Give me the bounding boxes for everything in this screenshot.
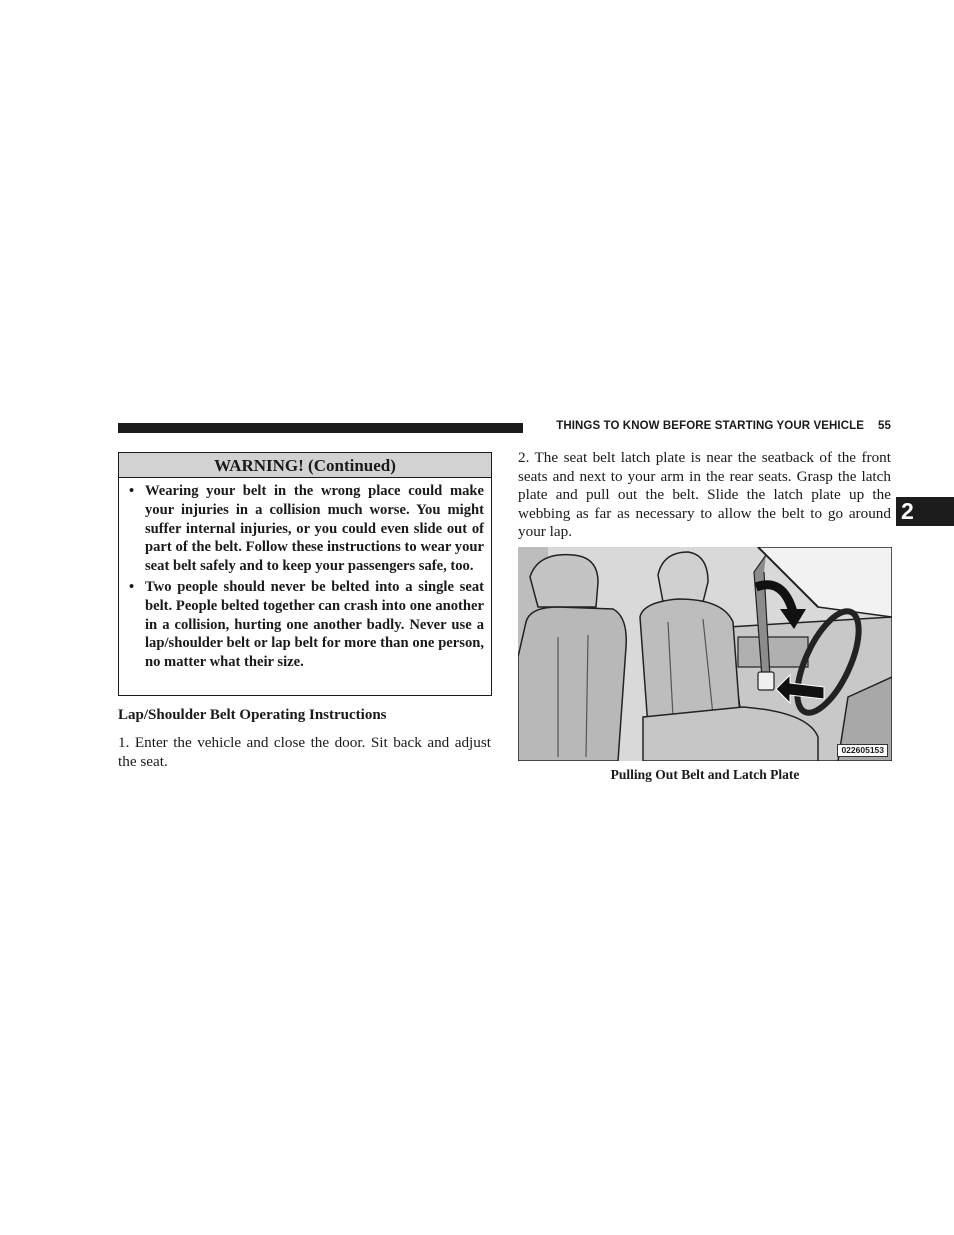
warning-bullet-text: Wearing your belt in the wrong place could make your injuries in a collision much worse. You might suffer internal injuries, or you could even slide out of part of the belt. Follow these instructions to wear your seat belt safely and to keep your passengers safe, too.	[145, 483, 484, 575]
section-heading: Lap/Shoulder Belt Operating Instructions	[118, 707, 387, 723]
chapter-tab: 2	[896, 497, 954, 526]
vehicle-interior-drawing	[518, 547, 892, 761]
warning-box	[118, 452, 492, 696]
bullet-icon: •	[129, 578, 135, 595]
running-header	[533, 420, 891, 432]
warning-list	[129, 482, 484, 672]
warning-title: WARNING! (Continued)	[119, 453, 491, 478]
bullet-icon: •	[129, 483, 135, 499]
figure-code: 022605153	[837, 744, 888, 757]
figure-caption: Pulling Out Belt and Latch Plate	[610, 767, 800, 782]
warning-bullet	[129, 482, 484, 576]
warning-bullet	[129, 578, 484, 672]
step-1-text: 1. Enter the vehicle and close the door. Sit back and adjust the seat.	[118, 734, 491, 770]
header-rule	[118, 423, 523, 433]
warning-bullet-text: Two people should never be belted into a single seat belt. People belted together can crash into one another in a collision, hurting one another badly. Never use a lap/shoulder belt or lap belt for more than one person, no matter what their size.	[145, 578, 484, 671]
step-2-text: 2. The seat belt latch plate is near the seatback of the front seats and next to your arm in the rear seats. Grasp the latch plate and pull out the belt. Slide the latch plate up the webbing as far as necessary to allow the belt to go around your lap.	[518, 449, 891, 541]
page-number: 55	[878, 420, 891, 432]
section-title: THINGS TO KNOW BEFORE STARTING YOUR VEHICLE	[556, 420, 864, 432]
seat-belt-illustration	[518, 547, 892, 761]
